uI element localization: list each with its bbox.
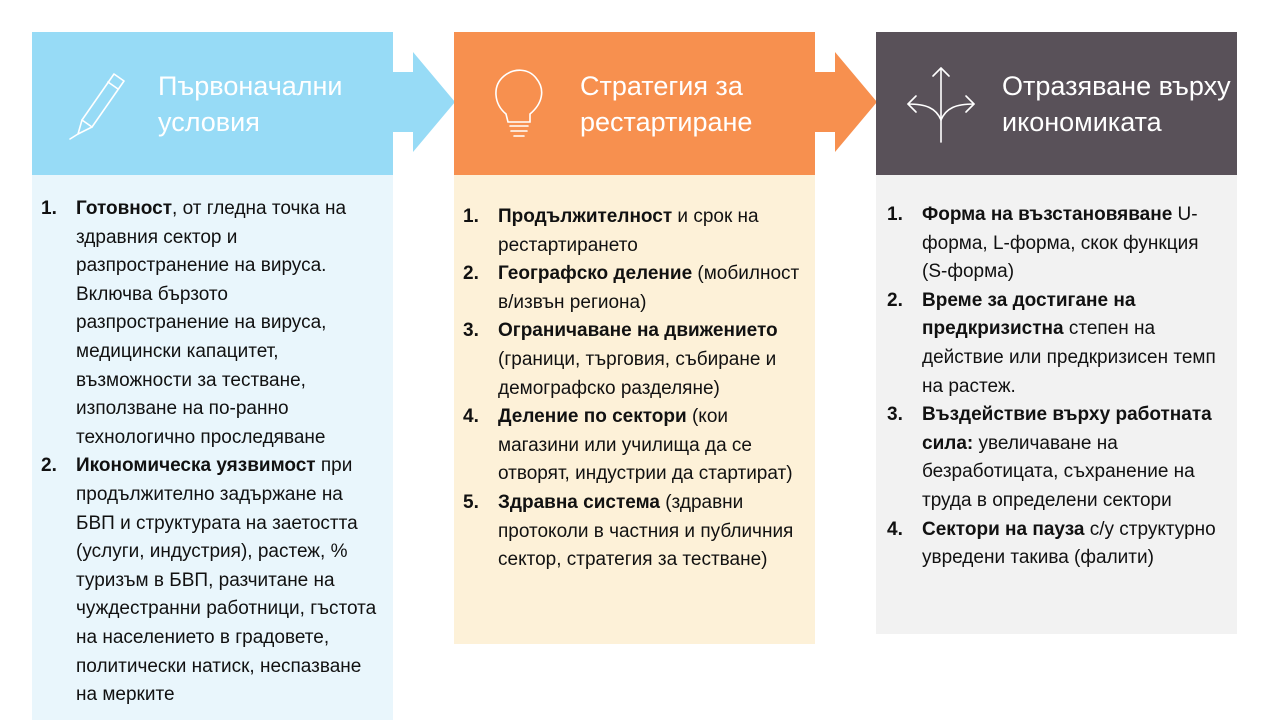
list-item: 5. Здравна система (здравни протоколи в частния и публичния сектор, стратегия за тестване) bbox=[463, 491, 794, 571]
list-item: 2. Географско деление (мобилност в/извън региона) bbox=[463, 263, 800, 313]
list-item: 3. Ограничаване на движението (граници, търговия, събиране и демографско разделяне) bbox=[463, 320, 778, 399]
column-1-body bbox=[32, 175, 393, 720]
column-1-title: Първоначални условия bbox=[158, 71, 343, 137]
list-item: 4. Деление по сектори (кои магазини или училища да се отворят, индустрии да стартират) bbox=[463, 406, 793, 485]
list-item: 2. Икономическа уязвимост при продължително задържане на БВП и структурата на заетостта (услуги, индустрия), растеж, % туризъм в БВП, разчитане на чуждестранни работници, гъстота на населението в градовете, политически натиск, неспазване на мерките bbox=[41, 455, 377, 706]
list-item: 1. Готовност, от гледна точка на здравния сектор и разпространение на вируса. Включва бързото разпространение на вируса, медицински капацитет, възможности за тестване, използване на по-ранно технологично проследяване bbox=[41, 198, 347, 448]
list-item: 1. Форма на възстановяване U-форма, L-форма, скок функция (S-форма) bbox=[887, 204, 1199, 283]
column-2-header bbox=[454, 32, 815, 175]
list-item: 1. Продължителност и срок на рестартирането bbox=[463, 206, 759, 256]
pencil-icon bbox=[62, 64, 132, 144]
column-3-body bbox=[876, 175, 1237, 634]
split-arrows-icon bbox=[906, 64, 976, 144]
lightbulb-icon bbox=[484, 64, 554, 144]
column-3-title: Отразяване върху икономиката bbox=[1002, 71, 1231, 137]
column-1-header bbox=[32, 32, 393, 175]
arrow-1 bbox=[393, 52, 455, 152]
column-3-header bbox=[876, 32, 1237, 175]
list-item: 2. Време за достигане на предкризистна степен на действие или предкризисен темп на растеж. bbox=[887, 289, 1216, 397]
list-item: 3. Въздействие върху работната сила: увеличаване на безработицата, съхранение на труда в определени сектори bbox=[887, 404, 1212, 511]
list-item: 4. Сектори на пауза с/у структурно увредени такива (фалити) bbox=[887, 518, 1216, 569]
column-2-title: Стратегия за рестартиране bbox=[580, 71, 753, 137]
arrow-2 bbox=[815, 52, 877, 152]
column-2-body bbox=[454, 175, 815, 644]
